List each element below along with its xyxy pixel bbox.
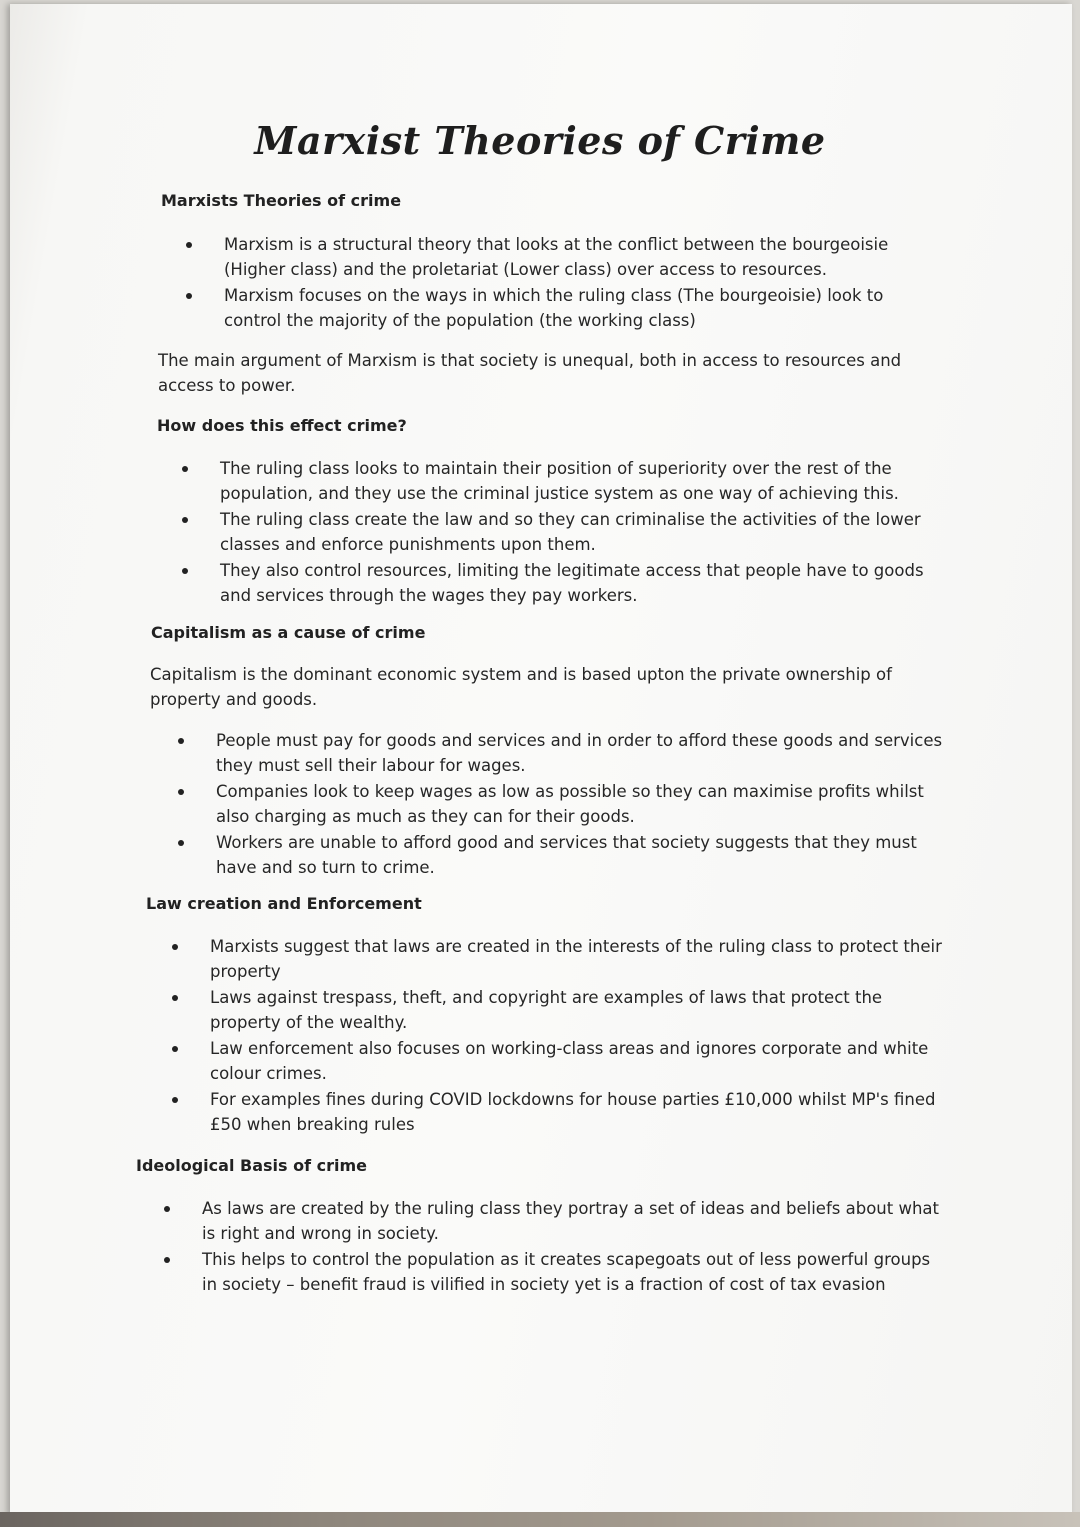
bullet-icon xyxy=(186,293,192,299)
list-item-text: Marxism is a structural theory that looks at the conflict between the bourgeoisie (Higher class) and the proletariat (Lower class) over access to resources. xyxy=(224,235,889,279)
bullet-icon xyxy=(164,1257,170,1263)
effect-bullets xyxy=(182,456,930,609)
list-item xyxy=(186,232,928,282)
intro-bullets xyxy=(186,232,928,334)
capitalism-paragraph: Capitalism is the dominant economic system and is based upton the private ownership of property and goods. xyxy=(150,665,892,709)
list-item-text: As laws are created by the ruling class they portray a set of ideas and beliefs about what is right and wrong in society. xyxy=(202,1199,939,1243)
intro-paragraph: The main argument of Marxism is that society is unequal, both in access to resources and access to power. xyxy=(158,351,902,395)
bullet-icon xyxy=(182,466,188,472)
bullet-icon xyxy=(164,1206,170,1212)
list-item xyxy=(172,1087,942,1137)
section-heading-law: Law creation and Enforcement xyxy=(146,894,422,913)
list-item xyxy=(164,1196,939,1246)
list-item xyxy=(178,728,948,778)
bullet-icon xyxy=(172,1097,178,1103)
capitalism-bullets xyxy=(178,728,948,881)
list-item-text: Law enforcement also focuses on working-class areas and ignores corporate and white colour crimes. xyxy=(210,1039,929,1083)
list-item-text: Laws against trespass, theft, and copyright are examples of laws that protect the property of the wealthy. xyxy=(210,988,883,1032)
list-item xyxy=(186,283,928,333)
list-item-text: They also control resources, limiting the legitimate access that people have to goods and services through the wages they pay workers. xyxy=(220,561,924,605)
list-item xyxy=(182,558,930,608)
bullet-icon xyxy=(186,242,192,248)
list-item-text: People must pay for goods and services and in order to afford these goods and services they must sell their labour for wages. xyxy=(216,731,943,775)
bullet-icon xyxy=(172,995,178,1001)
ideological-bullets xyxy=(164,1196,939,1298)
section-heading-capitalism: Capitalism as a cause of crime xyxy=(151,623,426,642)
page-title: Marxist Theories of Crime xyxy=(254,118,826,163)
table-surface xyxy=(0,1512,1080,1527)
list-item-text: For examples fines during COVID lockdowns for house parties £10,000 whilst MP's fined £50 when breaking rules xyxy=(210,1090,936,1134)
bullet-icon xyxy=(178,789,184,795)
list-item xyxy=(164,1247,939,1297)
bullet-icon xyxy=(182,517,188,523)
bullet-icon xyxy=(172,1046,178,1052)
list-item xyxy=(178,779,948,829)
list-item xyxy=(182,507,930,557)
list-item-text: Workers are unable to afford good and services that society suggests that they must have and so turn to crime. xyxy=(216,833,917,877)
law-bullets xyxy=(172,934,942,1138)
section-heading-effect: How does this effect crime? xyxy=(157,416,407,435)
bullet-icon xyxy=(172,944,178,950)
list-item-text: The ruling class create the law and so they can criminalise the activities of the lower classes and enforce punishments upon them. xyxy=(220,510,921,554)
list-item-text: The ruling class looks to maintain their position of superiority over the rest of the population, and they use the criminal justice system as one way of achieving this. xyxy=(220,459,899,503)
bullet-icon xyxy=(178,840,184,846)
list-item xyxy=(172,934,942,984)
bullet-icon xyxy=(178,738,184,744)
list-item-text: Marxists suggest that laws are created in the interests of the ruling class to protect their property xyxy=(210,937,942,981)
list-item xyxy=(182,456,930,506)
list-item-text: Companies look to keep wages as low as possible so they can maximise profits whilst also charging as much as they can for their goods. xyxy=(216,782,924,826)
list-item-text: Marxism focuses on the ways in which the ruling class (The bourgeoisie) look to control the majority of the population (the working class) xyxy=(224,286,884,330)
list-item xyxy=(172,985,942,1035)
bullet-icon xyxy=(182,568,188,574)
section-heading-intro: Marxists Theories of crime xyxy=(161,191,402,210)
list-item xyxy=(172,1036,942,1086)
list-item xyxy=(178,830,948,880)
section-heading-ideological: Ideological Basis of crime xyxy=(136,1156,367,1175)
list-item-text: This helps to control the population as it creates scapegoats out of less powerful groups in society – benefit fraud is vilified in society yet is a fraction of cost of tax evasion xyxy=(202,1250,931,1294)
